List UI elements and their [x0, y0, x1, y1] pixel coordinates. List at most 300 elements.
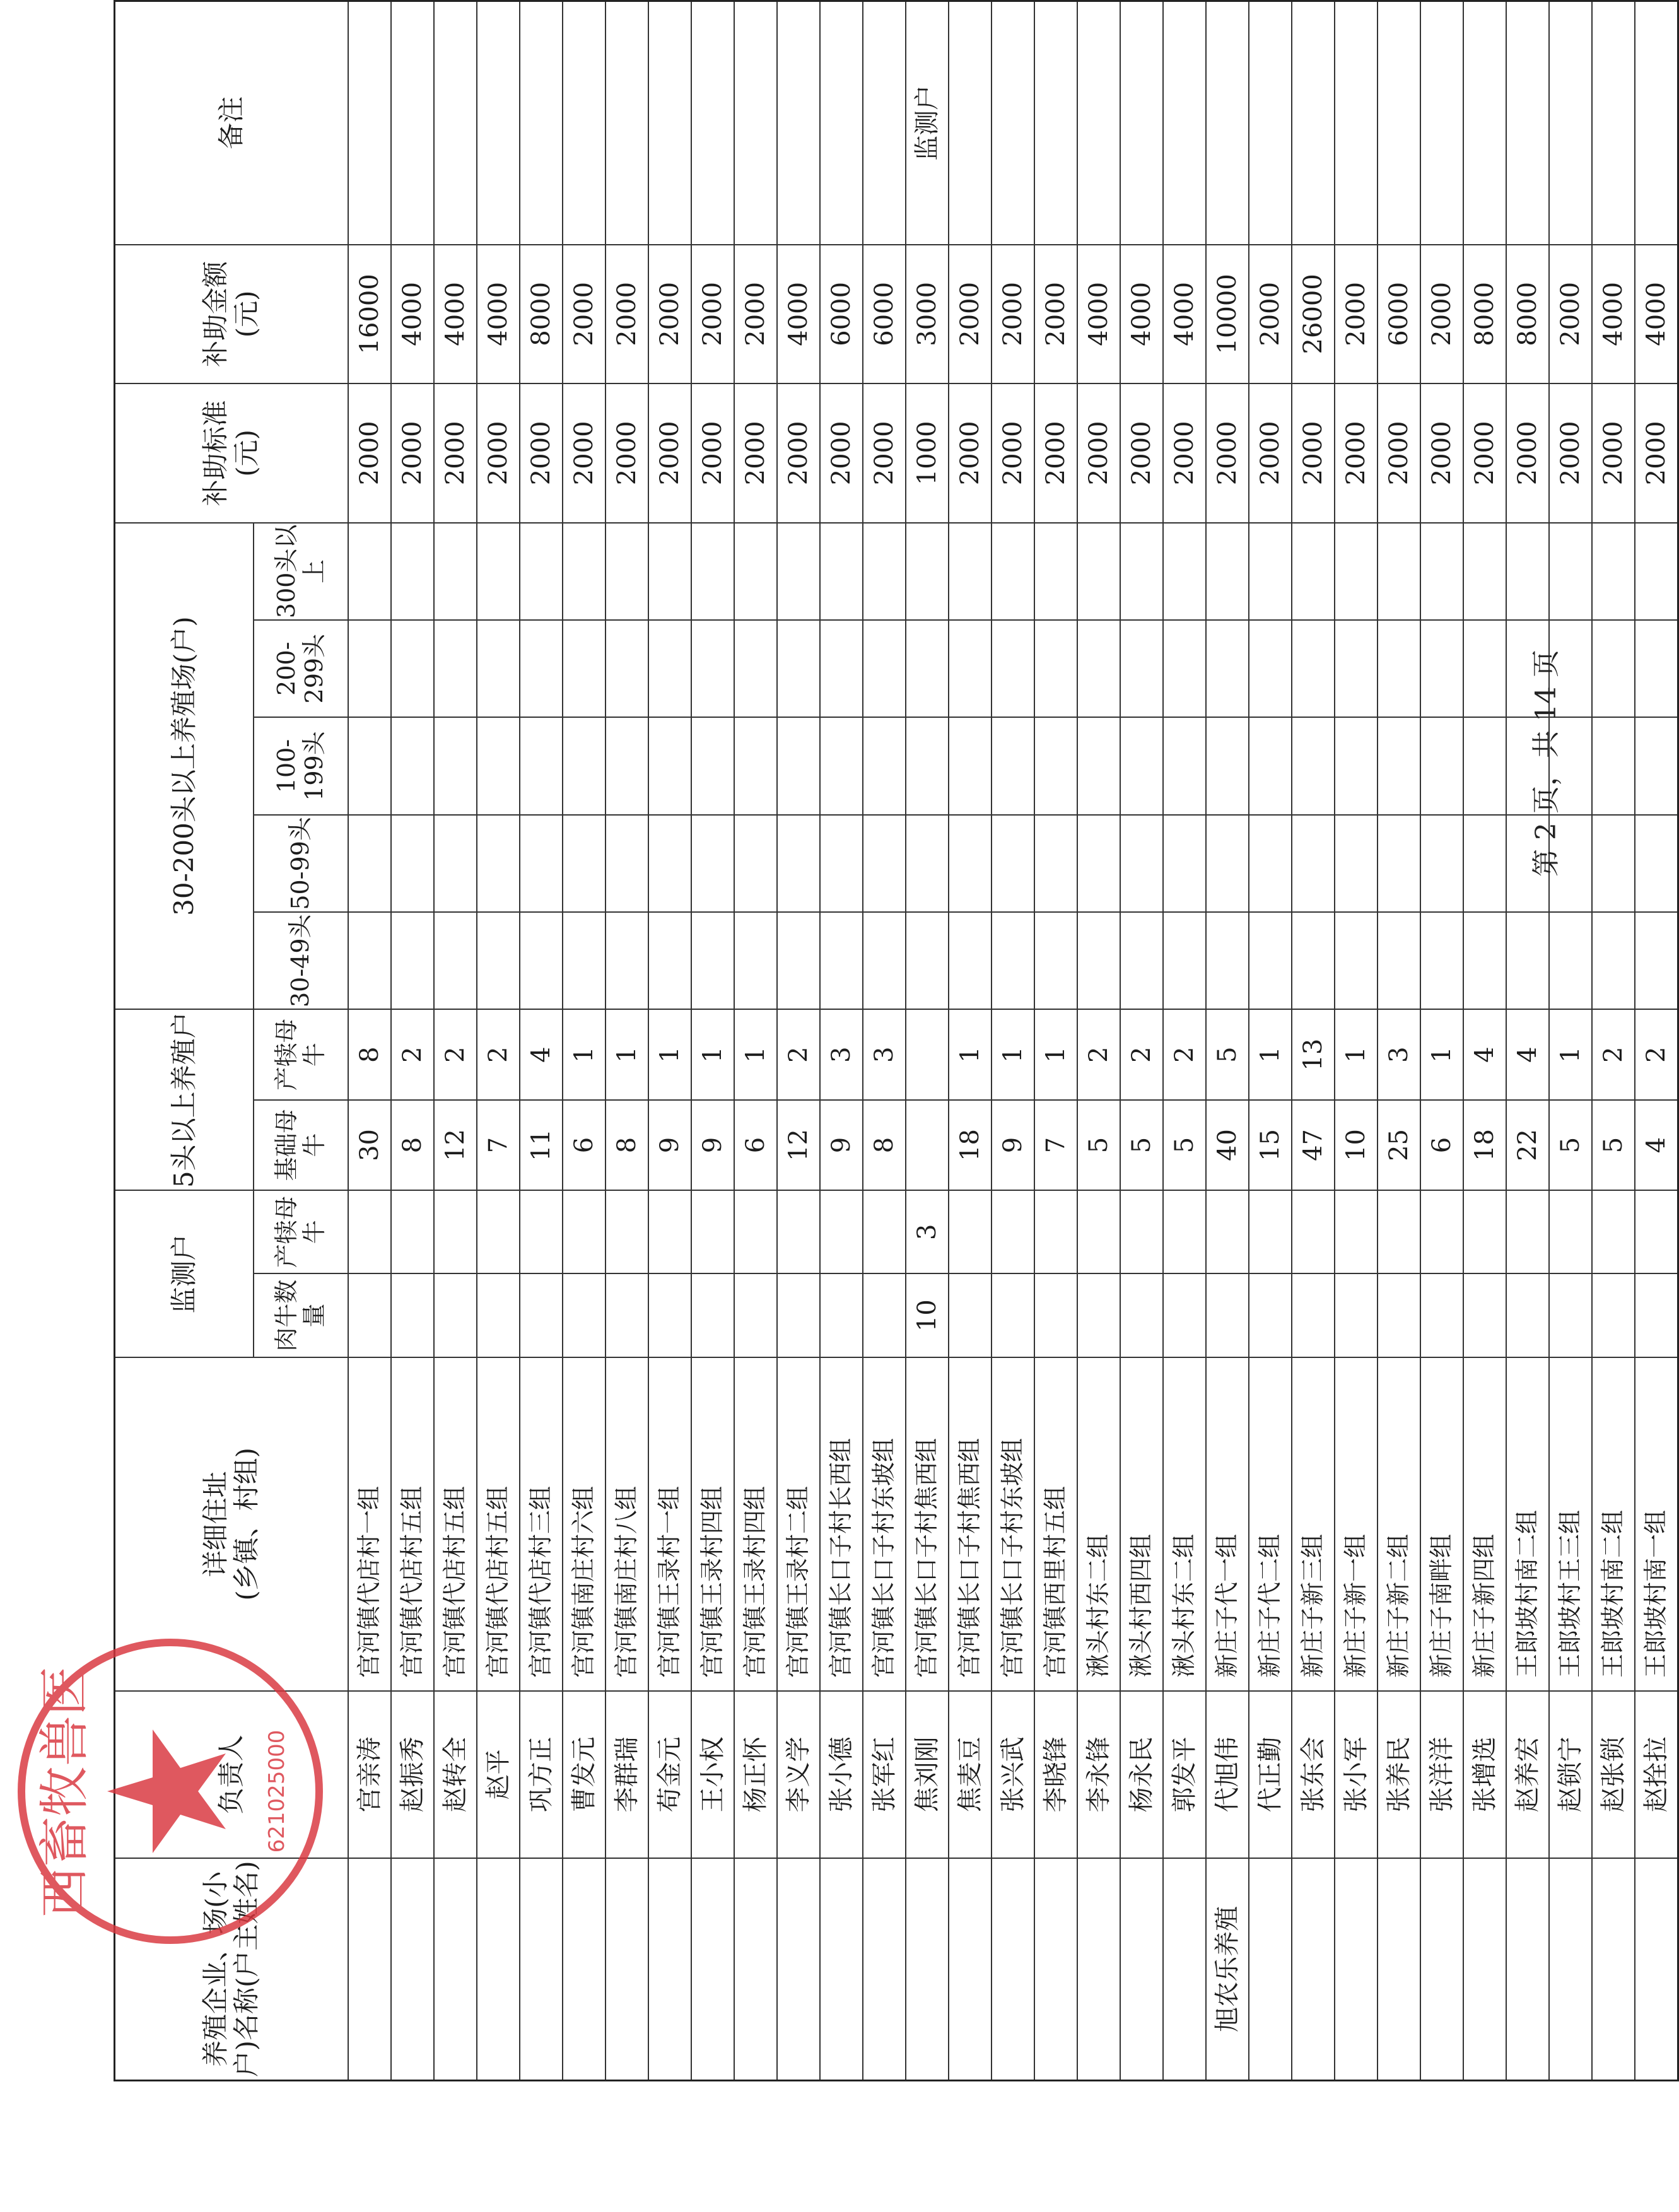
farm-300-cell	[348, 523, 391, 620]
amount-cell: 2000	[734, 245, 777, 384]
farm-300-cell	[992, 523, 1034, 620]
base-cow-cell: 12	[777, 1100, 820, 1190]
base-cow-cell: 18	[1463, 1100, 1506, 1190]
farm-100-cell	[1420, 717, 1463, 814]
header-farm-30: 30-49头	[254, 912, 348, 1009]
note-cell	[1034, 1, 1077, 245]
farm-100-cell	[605, 717, 648, 814]
monitor-beef-cell	[605, 1273, 648, 1357]
monitor-calve-cell	[477, 1190, 520, 1273]
standard-cell: 2000	[1163, 383, 1206, 523]
amount-cell: 2000	[691, 245, 734, 384]
amount-cell: 6000	[863, 245, 906, 384]
farm-50-cell	[1635, 815, 1678, 912]
monitor-beef-cell	[1335, 1273, 1378, 1357]
header-monitor-cow: 产犊母牛	[254, 1190, 348, 1273]
farm-100-cell	[1635, 717, 1678, 814]
farm-50-cell	[949, 815, 992, 912]
monitor-beef-cell	[1077, 1273, 1120, 1357]
farm-200-cell	[348, 620, 391, 717]
farm-200-cell	[1034, 620, 1077, 717]
monitor-beef-cell	[1034, 1273, 1077, 1357]
address-cell: 新庄子新二组	[1378, 1357, 1420, 1691]
farm-30-cell	[605, 912, 648, 1009]
farm-200-cell	[605, 620, 648, 717]
farm-50-cell	[1120, 815, 1163, 912]
monitor-calve-cell	[949, 1190, 992, 1273]
owner-cell: 赵转全	[434, 1691, 477, 1858]
standard-cell: 2000	[563, 383, 605, 523]
farm-100-cell	[1120, 717, 1163, 814]
seal-star	[107, 1729, 226, 1853]
farm-100-cell	[1335, 717, 1378, 814]
monitor-calve-cell	[391, 1190, 434, 1273]
name-cell	[1592, 1858, 1635, 2081]
header-monitor-group: 监测户	[115, 1190, 254, 1357]
note-cell	[1077, 1, 1120, 245]
name-cell	[348, 1858, 391, 2081]
monitor-calve-cell	[605, 1190, 648, 1273]
calve-cow-cell: 1	[1034, 1009, 1077, 1099]
owner-cell: 杨永民	[1120, 1691, 1163, 1858]
owner-cell: 代旭伟	[1206, 1691, 1249, 1858]
farm-300-cell	[906, 523, 949, 620]
owner-cell: 赵养宏	[1506, 1691, 1549, 1858]
calve-cow-cell: 8	[348, 1009, 391, 1099]
farm-30-cell	[949, 912, 992, 1009]
farm-100-cell	[863, 717, 906, 814]
farm-200-cell	[1120, 620, 1163, 717]
farm-300-cell	[1420, 523, 1463, 620]
table-row	[434, 1, 477, 2081]
base-cow-cell: 5	[1592, 1100, 1635, 1190]
farm-100-cell	[949, 717, 992, 814]
table-row	[1292, 1, 1335, 2081]
calve-cow-cell: 2	[1635, 1009, 1678, 1099]
owner-cell: 焦麦豆	[949, 1691, 992, 1858]
base-cow-cell: 15	[1249, 1100, 1292, 1190]
note-cell	[1420, 1, 1463, 245]
farm-50-cell	[1592, 815, 1635, 912]
note-cell	[949, 1, 992, 245]
farm-200-cell	[1163, 620, 1206, 717]
page-footer: 第 2 页，共 14 页	[1530, 650, 1562, 877]
note-cell: 监测户	[906, 1, 949, 245]
name-cell	[1506, 1858, 1549, 2081]
calve-cow-cell: 2	[1592, 1009, 1635, 1099]
amount-cell: 8000	[520, 245, 563, 384]
monitor-calve-cell	[1335, 1190, 1378, 1273]
note-cell	[1506, 1, 1549, 245]
farm-200-cell	[1206, 620, 1249, 717]
farm-300-cell	[1378, 523, 1420, 620]
address-cell: 宫河镇长口子村东坡组	[863, 1357, 906, 1691]
farm-50-cell	[563, 815, 605, 912]
owner-cell: 张养民	[1378, 1691, 1420, 1858]
monitor-calve-cell	[734, 1190, 777, 1273]
farm-30-cell	[777, 912, 820, 1009]
monitor-beef-cell	[520, 1273, 563, 1357]
farm-100-cell	[520, 717, 563, 814]
standard-cell: 2000	[605, 383, 648, 523]
monitor-calve-cell	[1506, 1190, 1549, 1273]
farm-100-cell	[348, 717, 391, 814]
calve-cow-cell: 1	[992, 1009, 1034, 1099]
monitor-beef-cell	[992, 1273, 1034, 1357]
note-cell	[1163, 1, 1206, 245]
calve-cow-cell: 2	[1163, 1009, 1206, 1099]
monitor-beef-cell	[648, 1273, 691, 1357]
name-cell	[520, 1858, 563, 2081]
farm-200-cell	[648, 620, 691, 717]
calve-cow-cell	[906, 1009, 949, 1099]
farm-300-cell	[1120, 523, 1163, 620]
calve-cow-cell: 4	[520, 1009, 563, 1099]
base-cow-cell: 47	[1292, 1100, 1335, 1190]
owner-cell: 宫亲涛	[348, 1691, 391, 1858]
table-row	[863, 1, 906, 2081]
farm-30-cell	[1206, 912, 1249, 1009]
header-monitor-beef: 肉牛数量	[254, 1273, 348, 1357]
address-cell: 王郎坡村南二组	[1506, 1357, 1549, 1691]
address-cell: 新庄子新三组	[1292, 1357, 1335, 1691]
monitor-beef-cell	[1206, 1273, 1249, 1357]
monitor-beef-cell	[1463, 1273, 1506, 1357]
address-cell: 王郎坡村南一组	[1635, 1357, 1678, 1691]
calve-cow-cell: 3	[820, 1009, 863, 1099]
monitor-beef-cell	[820, 1273, 863, 1357]
farm-300-cell	[1249, 523, 1292, 620]
address-cell: 宫河镇长口子村长西组	[820, 1357, 863, 1691]
farm-100-cell	[477, 717, 520, 814]
name-cell	[1292, 1858, 1335, 2081]
address-cell: 湫头村西四组	[1120, 1357, 1163, 1691]
address-cell: 新庄子南畔组	[1420, 1357, 1463, 1691]
farm-300-cell	[391, 523, 434, 620]
amount-cell: 4000	[434, 245, 477, 384]
farm-200-cell	[949, 620, 992, 717]
farm-30-cell	[477, 912, 520, 1009]
amount-cell: 2000	[648, 245, 691, 384]
farm-100-cell	[1206, 717, 1249, 814]
farm-200-cell	[863, 620, 906, 717]
farm-30-cell	[520, 912, 563, 1009]
farm-200-cell	[992, 620, 1034, 717]
header-five-base: 基础母牛	[254, 1100, 348, 1190]
table-row	[348, 1, 391, 2081]
monitor-calve-cell	[992, 1190, 1034, 1273]
header-address-sub: (乡镇、村组)	[230, 1448, 262, 1601]
name-cell	[1420, 1858, 1463, 2081]
monitor-beef-cell	[777, 1273, 820, 1357]
name-cell	[1077, 1858, 1120, 2081]
farm-50-cell	[1034, 815, 1077, 912]
name-cell	[605, 1858, 648, 2081]
standard-cell: 2000	[1592, 383, 1635, 523]
standard-cell: 2000	[1463, 383, 1506, 523]
farm-300-cell	[863, 523, 906, 620]
owner-cell: 李义学	[777, 1691, 820, 1858]
owner-cell: 张军红	[863, 1691, 906, 1858]
farm-300-cell	[1206, 523, 1249, 620]
farm-300-cell	[434, 523, 477, 620]
base-cow-cell: 5	[1549, 1100, 1592, 1190]
name-cell	[1249, 1858, 1292, 2081]
address-cell: 宫河镇代店村五组	[434, 1357, 477, 1691]
monitor-calve-cell: 3	[906, 1190, 949, 1273]
farm-100-cell	[691, 717, 734, 814]
farm-200-cell	[1335, 620, 1378, 717]
note-cell	[1378, 1, 1420, 245]
farm-100-cell	[1378, 717, 1420, 814]
note-cell	[1335, 1, 1378, 245]
table-row	[777, 1, 820, 2081]
calve-cow-cell: 1	[1335, 1009, 1378, 1099]
farm-300-cell	[949, 523, 992, 620]
table-row	[1463, 1, 1506, 2081]
farm-100-cell	[434, 717, 477, 814]
name-cell	[648, 1858, 691, 2081]
farm-300-cell	[605, 523, 648, 620]
note-cell	[820, 1, 863, 245]
monitor-beef-cell	[434, 1273, 477, 1357]
amount-cell: 4000	[777, 245, 820, 384]
farm-200-cell	[1077, 620, 1120, 717]
farm-50-cell	[820, 815, 863, 912]
standard-cell: 2000	[863, 383, 906, 523]
note-cell	[477, 1, 520, 245]
farm-30-cell	[1635, 912, 1678, 1009]
farm-50-cell	[477, 815, 520, 912]
name-cell	[563, 1858, 605, 2081]
farm-100-cell	[777, 717, 820, 814]
standard-cell: 2000	[1378, 383, 1420, 523]
monitor-beef-cell	[691, 1273, 734, 1357]
base-cow-cell: 11	[520, 1100, 563, 1190]
base-cow-cell: 18	[949, 1100, 992, 1190]
monitor-beef-cell	[863, 1273, 906, 1357]
monitor-calve-cell	[1163, 1190, 1206, 1273]
calve-cow-cell: 4	[1463, 1009, 1506, 1099]
standard-cell: 2000	[734, 383, 777, 523]
farm-30-cell	[1378, 912, 1420, 1009]
header-farm-200: 200-299头	[254, 620, 348, 717]
farm-50-cell	[1292, 815, 1335, 912]
standard-cell: 2000	[348, 383, 391, 523]
base-cow-cell: 4	[1635, 1100, 1678, 1190]
table-row	[391, 1, 434, 2081]
owner-cell: 代正勤	[1249, 1691, 1292, 1858]
calve-cow-cell: 1	[563, 1009, 605, 1099]
address-cell: 宫河镇南庄村六组	[563, 1357, 605, 1691]
monitor-calve-cell	[1120, 1190, 1163, 1273]
farm-200-cell	[777, 620, 820, 717]
table-row	[992, 1, 1034, 2081]
subsidy-table	[114, 0, 1679, 2081]
address-cell: 湫头村东二组	[1077, 1357, 1120, 1691]
monitor-beef-cell	[563, 1273, 605, 1357]
farm-200-cell	[1463, 620, 1506, 717]
farm-50-cell	[691, 815, 734, 912]
calve-cow-cell: 1	[1420, 1009, 1463, 1099]
note-cell	[1463, 1, 1506, 245]
farm-100-cell	[820, 717, 863, 814]
farm-50-cell	[863, 815, 906, 912]
monitor-calve-cell	[820, 1190, 863, 1273]
base-cow-cell: 9	[992, 1100, 1034, 1190]
name-cell	[777, 1858, 820, 2081]
standard-cell: 2000	[949, 383, 992, 523]
standard-cell: 2000	[691, 383, 734, 523]
address-cell: 宫河镇长口子村焦西组	[906, 1357, 949, 1691]
note-cell	[992, 1, 1034, 245]
calve-cow-cell: 1	[691, 1009, 734, 1099]
base-cow-cell: 6	[563, 1100, 605, 1190]
base-cow-cell: 9	[820, 1100, 863, 1190]
farm-30-cell	[820, 912, 863, 1009]
amount-cell: 10000	[1206, 245, 1249, 384]
base-cow-cell: 8	[391, 1100, 434, 1190]
amount-cell: 4000	[391, 245, 434, 384]
farm-300-cell	[777, 523, 820, 620]
address-cell: 王郎坡村王三组	[1549, 1357, 1592, 1691]
farm-30-cell	[992, 912, 1034, 1009]
table-row	[1163, 1, 1206, 2081]
farm-100-cell	[648, 717, 691, 814]
name-cell	[1120, 1858, 1163, 2081]
name-cell	[391, 1858, 434, 2081]
address-cell: 宫河镇代店村一组	[348, 1357, 391, 1691]
owner-cell: 李群瑞	[605, 1691, 648, 1858]
table-row	[1635, 1, 1678, 2081]
farm-100-cell	[563, 717, 605, 814]
farm-50-cell	[1077, 815, 1120, 912]
calve-cow-cell: 2	[391, 1009, 434, 1099]
address-cell: 宫河镇长口子村东坡组	[992, 1357, 1034, 1691]
name-cell	[1463, 1858, 1506, 2081]
name-cell	[1034, 1858, 1077, 2081]
note-cell	[1120, 1, 1163, 245]
standard-cell: 2000	[1034, 383, 1077, 523]
monitor-beef-cell: 10	[906, 1273, 949, 1357]
base-cow-cell: 40	[1206, 1100, 1249, 1190]
farm-50-cell	[391, 815, 434, 912]
farm-300-cell	[1335, 523, 1378, 620]
monitor-beef-cell	[1592, 1273, 1635, 1357]
farm-100-cell	[1592, 717, 1635, 814]
farm-100-cell	[1077, 717, 1120, 814]
table-row	[605, 1, 648, 2081]
base-cow-cell: 6	[1420, 1100, 1463, 1190]
base-cow-cell: 10	[1335, 1100, 1378, 1190]
base-cow-cell: 5	[1120, 1100, 1163, 1190]
header-owner: 负责人	[115, 1691, 348, 1858]
header-farm-300: 300头以上	[254, 523, 348, 620]
owner-cell: 张增选	[1463, 1691, 1506, 1858]
farm-200-cell	[734, 620, 777, 717]
farm-30-cell	[691, 912, 734, 1009]
seal-text: 西畜牧兽医	[35, 1665, 94, 1917]
name-cell	[691, 1858, 734, 2081]
address-cell: 新庄子新四组	[1463, 1357, 1506, 1691]
header-standard: 补助标准(元)	[115, 383, 348, 523]
monitor-calve-cell	[348, 1190, 391, 1273]
owner-cell: 张洋洋	[1420, 1691, 1463, 1858]
farm-30-cell	[434, 912, 477, 1009]
standard-cell: 2000	[1249, 383, 1292, 523]
amount-cell: 3000	[906, 245, 949, 384]
farm-200-cell	[563, 620, 605, 717]
amount-cell: 4000	[1120, 245, 1163, 384]
table-row	[1249, 1, 1292, 2081]
monitor-beef-cell	[1249, 1273, 1292, 1357]
base-cow-cell: 9	[648, 1100, 691, 1190]
monitor-calve-cell	[1549, 1190, 1592, 1273]
base-cow-cell: 25	[1378, 1100, 1420, 1190]
address-cell: 宫河镇西里村五组	[1034, 1357, 1077, 1691]
farm-100-cell	[1463, 717, 1506, 814]
farm-30-cell	[1420, 912, 1463, 1009]
table-row	[1592, 1, 1635, 2081]
header-five-calve: 产犊母牛	[254, 1009, 348, 1099]
monitor-beef-cell	[1549, 1273, 1592, 1357]
owner-cell: 赵振秀	[391, 1691, 434, 1858]
note-cell	[563, 1, 605, 245]
calve-cow-cell: 13	[1292, 1009, 1335, 1099]
standard-cell: 2000	[434, 383, 477, 523]
base-cow-cell: 5	[1163, 1100, 1206, 1190]
monitor-calve-cell	[520, 1190, 563, 1273]
amount-cell: 2000	[563, 245, 605, 384]
base-cow-cell: 5	[1077, 1100, 1120, 1190]
name-cell	[734, 1858, 777, 2081]
farm-300-cell	[563, 523, 605, 620]
owner-cell: 王小权	[691, 1691, 734, 1858]
note-cell	[777, 1, 820, 245]
table-row	[1506, 1, 1549, 2081]
farm-200-cell	[1592, 620, 1635, 717]
name-cell	[1378, 1858, 1420, 2081]
header-name: 养殖企业、场(小户)名称(户主姓名)	[115, 1858, 348, 2081]
base-cow-cell: 22	[1506, 1100, 1549, 1190]
owner-cell: 张小军	[1335, 1691, 1378, 1858]
name-cell	[949, 1858, 992, 2081]
note-cell	[1292, 1, 1335, 245]
table-row	[734, 1, 777, 2081]
farm-200-cell	[520, 620, 563, 717]
amount-cell: 16000	[348, 245, 391, 384]
monitor-beef-cell	[1506, 1273, 1549, 1357]
farm-300-cell	[520, 523, 563, 620]
monitor-calve-cell	[1249, 1190, 1292, 1273]
farm-200-cell	[391, 620, 434, 717]
farm-30-cell	[1077, 912, 1120, 1009]
farm-300-cell	[648, 523, 691, 620]
header-note: 备注	[115, 1, 348, 245]
table-row	[691, 1, 734, 2081]
standard-cell: 2000	[520, 383, 563, 523]
owner-cell: 张东会	[1292, 1691, 1335, 1858]
monitor-beef-cell	[1292, 1273, 1335, 1357]
calve-cow-cell: 2	[777, 1009, 820, 1099]
owner-cell: 焦刘刚	[906, 1691, 949, 1858]
farm-300-cell	[820, 523, 863, 620]
owner-cell: 曹发元	[563, 1691, 605, 1858]
monitor-calve-cell	[1034, 1190, 1077, 1273]
monitor-calve-cell	[1077, 1190, 1120, 1273]
farm-30-cell	[1463, 912, 1506, 1009]
address-cell: 新庄子代一组	[1206, 1357, 1249, 1691]
